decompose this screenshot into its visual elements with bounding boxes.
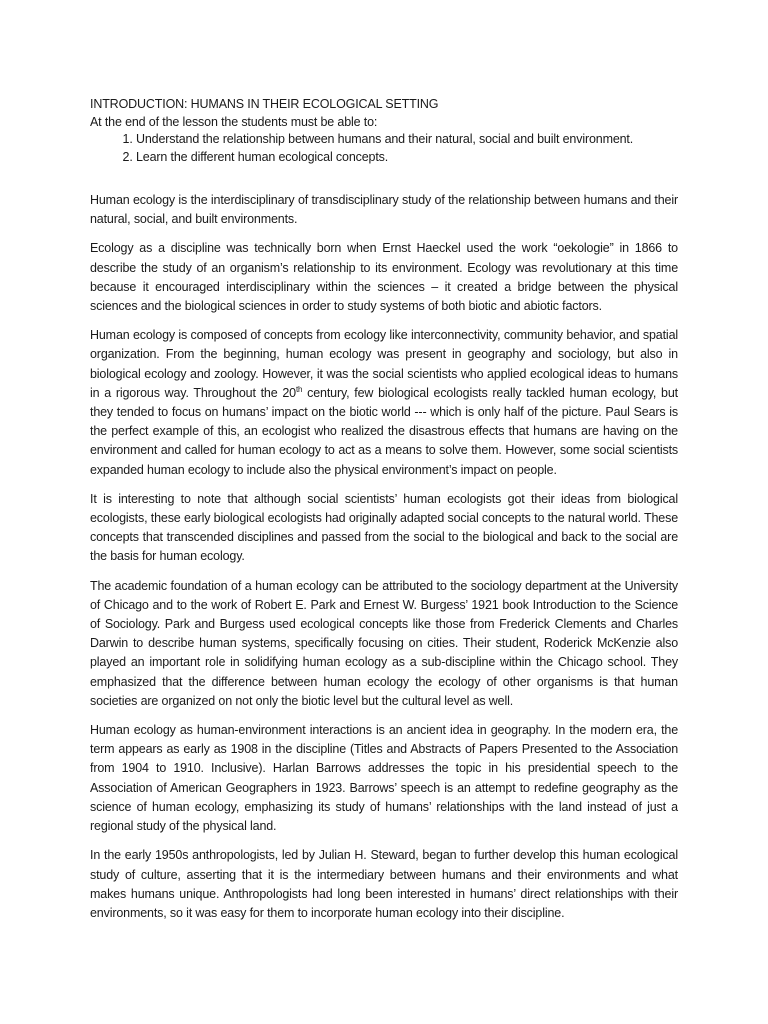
document-body [90,191,678,933]
document-title: INTRODUCTION: HUMANS IN THEIR ECOLOGICAL SETTING [90,97,439,111]
body-paragraph: Human ecology as human-environment interactions is an ancient idea in geography. In the modern era, the term appears as early as 1908 in the discipline (Titles and Abstracts of Papers Presented to the Association from 1904 to 1910. Inclusive). Harlan Barrows addresses the topic in his presidential speech to the Association of American Geographers in 1923. Barrows’ speech is an attempt to redefine geography as the science of human ecology, emphasizing its study of humans’ relationships with the land instead of just a regional study of the physical land. [90,723,678,834]
body-paragraph: Ecology as a discipline was technically born when Ernst Haeckel used the work “oekologie” in 1866 to describe the study of an organism’s relationship to its environment. Ecology was revolutionary at this time because it encouraged interdisciplinary within the sciences – it created a bridge between the physical sciences and the biological sciences in order to study systems of both biotic and abiotic factors. [90,241,678,314]
objective-item: 1. Understand the relationship between humans and their natural, social and built environment. [136,131,690,149]
paragraph-text: century, few biological ecologists really tackled human ecology, but they tended to focus on humans’ impact on the biotic world --- which is only half of the picture. Paul Sears is the perfect example of this, an ecologist who realized the disastrous effects that humans are having on the environment and called for human ecology to act as a means to solve them. However, some social scientists expanded human ecology to include also the physical environment’s impact on people. [90,385,678,477]
body-paragraph: The academic foundation of a human ecology can be attributed to the sociology department at the University of Chicago and to the work of Robert E. Park and Ernest W. Burgess’ 1921 book Introduction to the Science of Sociology. Park and Burgess used ecological concepts like those from Frederick Clements and Charles Darwin to describe human systems, specifically focusing on cities. Their student, Roderick McKenzie also played an important role in solidifying human ecology as a sub-discipline within the Chicago school. They emphasized that the difference between human ecology the ecology of other organisms is that human societies are organized on not only the biotic level but the cultural level as well. [90,578,678,708]
paragraph-text: Human ecology is composed of concepts from ecology like interconnectivity, community behavior, and spatial organization. From the beginning, human ecology was present in geography and sociology, but also in biological ecology and zoology. However, it was the social scientists who applied ecological ideas to humans in a rigorous way. Throughout the 20 [90,328,678,400]
body-paragraph [90,326,678,480]
objective-item: 2. Learn the different human ecological concepts. [136,149,690,167]
body-paragraph: In the early 1950s anthropologists, led by Julian H. Steward, began to further develop this human ecological study of culture, asserting that it is the intermediary between humans and their environments and what makes humans unique. Anthropologists had long been interested in humans’ direct relationships with their environments, so it was easy for them to incorporate human ecology into their discipline. [90,848,678,920]
body-paragraph: It is interesting to note that although social scientists’ human ecologists got their ideas from biological ecologists, these early biological ecologists had originally adapted social concepts to the natural world. These concepts that transcended disciplines and passed from the social to the biological and back to the social are the basis for human ecology. [90,491,678,564]
objectives-intro: At the end of the lesson the students must be able to: [90,114,378,129]
objectives-list [90,131,690,166]
lesson-header [90,96,690,166]
body-paragraph: Human ecology is the interdisciplinary of transdisciplinary study of the relationship between humans and their natural, social, and built environments. [90,193,678,227]
ordinal-superscript: th [295,384,303,394]
